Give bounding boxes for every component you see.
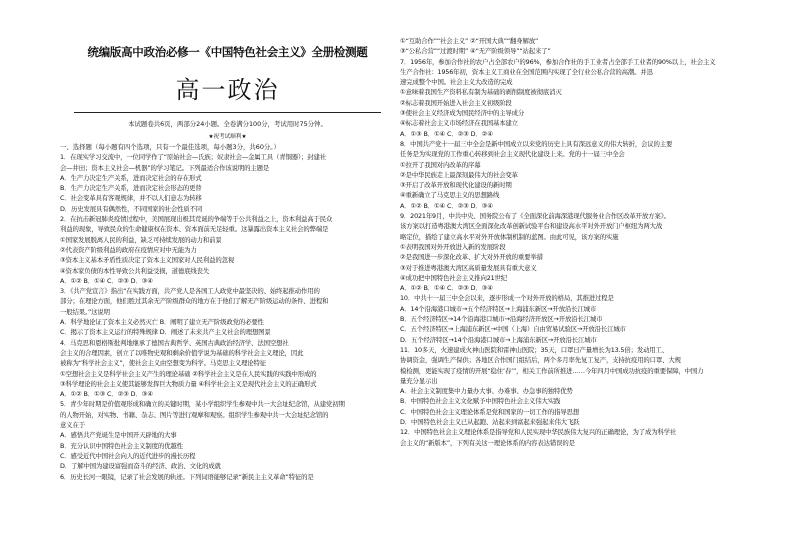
question-line: ①意味着我国生产资料私有制为基础的剥削制度被彻底消灭 [400,88,562,97]
question-line: 协调资金，强调生产保供；各地区合作国门组结后，两个多月率先复工复产，支持抗疫用的口罩、大规 [400,356,681,365]
question-line: D．五个经济特区→14个沿海港口城市→上海浦东新区→开放沿长江城市 [400,335,597,344]
question-line: ④成功把中国特色社会主义推向21世纪 [400,273,508,282]
question-line: 7．1956年，参加合作社的农户占全部农户的96%，参加合作社的手工业者占全部手工业者的90%以上，社会主义 [400,57,716,66]
section-heading: 一、选择题（每小题有四个选项，只有一个最佳选项，每小题3分，共60分。） [60,143,280,151]
question-line: ②是我国进一步深化改革、扩大对外开放的重要举措 [400,253,543,262]
question-line: ③科学理论的社会主义使其能够发挥巨大物质力量 ④科学社会主义是现代社会主义的正确形式 [60,379,317,388]
question-line: 8．中国共产党十一届三中全会是新中国成立以来党的历史上具有深远意义的伟大转折，会议的主要 [400,139,673,148]
question-line: 2．在抗击新冠肺炎疫情过程中，美国展现出极其荒诞的争端等于公共利益之上，资本利益高于民众 [60,215,333,224]
question-line: A．①② B．①③ C．②③ D．③④ [60,390,153,399]
question-line: A．14个沿海港口城市→五个经济特区→上海浦东新区→开放沿长江城市 [400,304,597,313]
question-line: 4．马克思和恩格斯批判地继承了德国古典哲学、英国古典政治经济学、法国空想社 [60,338,289,347]
question-line: 会—井田；资本主义社会—机器”的学习笔记。下列最适合作该说明的主题是 [60,163,270,172]
question-line: 1．在现实学习交流中，一位同学作了“原始社会—氏族；奴隶社会—金属工具（青铜器）；封建社 [60,153,326,162]
title-divider [74,112,381,113]
question-line: A．生产力决定生产关系，进而决定社会的存在形式 [60,173,202,182]
exam-info: 本试题卷共6页，两部分24小题。全卷满分100分，考试用时75分钟。 [128,120,327,128]
question-line: 速完成整个中国。社会主义大改造的完成 [400,78,513,87]
question-line: C．五个经济特区→上海浦东新区→中国（上海）自由贸易试验区→开放沿长江城市 [400,325,626,334]
question-line: 任务是为实现党的工作重心转移到社会主义现代化建设上来。党的十一届三中全会 [400,150,625,159]
question-line: 生产合作社：1956年初，资本主义工商业在全国范围内实现了全行业公私合营的高潮。并迅 [400,67,653,76]
question-line: A．社会主义制度集中力量办大事、办难事、办急事的独特优势 [400,387,573,396]
question-line: 12．中国特色社会主义理论体系是指导党和人民实现中华民族伟大复兴的正确理论，为了成为科学社 [400,428,677,437]
right-column [400,36,734,448]
question-line: A．感悟共产党诞生是中国开天辟地的大事 [60,431,177,440]
question-line: 略定位，描绘了建立高水平对外开放体制机制的蓝图。由此可见，该方案的实施 [400,232,619,241]
question-line: 量充分显示出 [400,376,438,385]
question-line: 部分；在理论方面，他们胜过其余无产阶级群众的地方在于他们了解无产阶级运动的条件、进程和 [60,297,329,306]
question-line: ①拉开了我国对内改革的序幕 [400,160,481,169]
question-line: 利益的现象，导致民众的生命健康权在资本、资本面前无足轻重。这暴露出资本主义社会的弊端是 [60,225,329,234]
question-line: ①国家发展脱离人民的利益，缺乏可持续发展的动力和前景 [60,235,222,244]
question-line: B．中国特色社会主义文化赋予中国特色社会主义伟大实践 [400,397,561,406]
question-line: 的人物开始，对实物、书籍、杂志、图片等进行观摩和观察。组织学生参观中共一大会址纪念馆的 [60,410,329,419]
question-line: ④资本家负债的本性导致公共利益受损，道德底线丧失 [60,266,210,275]
question-line: ②标志着我国开始进入社会主义初级阶段 [400,98,512,107]
question-line: ③“公私合营”“过渡时期” ④“无产阶级领导”“站起来了” [400,47,551,56]
question-line: C．中国特色社会主义理论体系是党和国家的一切工作的指导思想 [400,407,580,416]
question-line: B．五个经济特区→14个沿海港口城市→沿海经济开放区→开放沿长江城市 [400,315,603,324]
question-line: A．①② B．①④ C．②③ D．③④ [60,276,153,285]
question-line: 6．历史长河一眼镜，记录了社会发展的轨迹。下列词语能够记录“新民主主义革命”特征的是 [60,472,314,481]
question-line: D．中国特色社会主义已从起跑、站起来到富起来强起来伟大飞跃 [400,417,580,426]
question-line: A．①② B．①④ C．②③ D．③④ [400,284,493,293]
question-line: 10．中共十一届三中全会以来，逐步形成一个对外开放的格局，其推进过程是 [400,294,614,303]
question-line: ③开启了改革开放和现代化建设的新时期 [400,181,512,190]
question-line: D．历史发展具有偶然性，不同国家的社会性质不同 [60,204,203,213]
question-line: ①表明我国对外开放进入新的发展阶段 [400,242,506,251]
question-line: ②代表资产阶级利益的政府在疫情应对中无能为力 [60,245,197,254]
question-line: ③使社会主义经济成为国民经济中的主导成分 [400,109,525,118]
question-line: C．感受近代中国社会向人的近代进步的漫长历程 [60,451,196,460]
question-line: B．充分认识中国特色社会主义制度的优越性 [60,441,183,450]
question-line: 会主义的“新版本”，下列有关这一理论体系的内容表达错误的是 [400,438,575,447]
question-line: ①空想社会主义是科学社会主义产生的理论基础 ②科学社会主义是在人民实践的实践中形成的 [60,369,317,378]
question-line: 5．青少年时期是价值观形成和确立的关键时期，某小学组织学生参观中共一大会址纪念馆，从建党初期 [60,400,345,409]
good-luck-note: ★祝考试顺利★ [208,134,247,140]
question-line: 9．2021年9月，中共中央、国务院公布了《全面深化前海深港现代服务业合作区改革开放方案》。 [400,212,670,221]
question-line: 一般结果。”这说明 [60,307,110,316]
exam-title: 统编版高中政治必修一《中国特色社会主义》全册检测题 [87,45,368,59]
left-column [60,36,395,482]
question-line: ①“互助合作”“社会主义” ②“开国大典”“翻身解放” [400,37,539,45]
question-line: ②是中华民族走上最深刻最伟大的社会变革 [400,170,518,179]
question-line: 模检测，更能实现了疫情的开展“稳住‘春’”，相关工作前所推进……今年四月中国成功抗疫的重要保障，中国力 [400,366,704,375]
question-line: ④标志着社会主义市场经济在我国基本建立 [400,119,518,128]
question-line: A．①③ B．①④ C．②③ D．②④ [400,129,493,138]
question-line: A．科学地论证了资本主义必然灭亡 B．阐明了建立无产阶级政党的必要性 [60,318,264,327]
question-line: 3．《共产党宣言》指出“在实践方面，共产党人是各国工人政党中最坚决的、始终起推动作用的 [60,287,320,296]
question-line: A．①② B．①④ C．②③ D．③④ [400,201,493,210]
question-line: 会主义的合理因素，创立了以唯物史观和剩余价值学说为基础的科学社会主义理论，因此 [60,348,304,357]
question-line: B．生产力决定生产关系，进而决定社会形态的更替 [60,184,202,193]
question-line: C．揭示了资本主义运行的特殊规律 D．阐述了未来共产主义社会的理想图景 [60,328,271,337]
question-line: D．了解中国为建设富强而奋斗的经济、政治、文化的成就 [60,462,221,471]
question-line: 11．10多天，火速建成火神山医院和雷神山医院；35天，口罩日产量增长为13.5倍；发动用工、 [400,345,669,354]
question-line: 该方案以打造粤港澳大湾区全面深化改革创新试验平台和建设高水平对外开放门户枢纽为两大战 [400,222,663,231]
question-line: ④重新确立了马克思主义的思想路线 [400,191,500,200]
question-line: 意义在于 [60,421,85,430]
question-line: C．社会变革具有客观规律，并不以人们意志为转移 [60,194,202,203]
question-line: ③资本主义基本矛盾性质决定了资本主义国家对人民利益的忽视 [60,256,235,265]
subject-title: 高一政治 [175,76,280,104]
question-line: ③对于推进粤港澳大湾区高质量发展具有重大意义 [400,263,537,272]
question-line: 被称为“科学社会主义”，使社会主义由空想变为科学。马克思主义理论特征 [60,359,267,368]
